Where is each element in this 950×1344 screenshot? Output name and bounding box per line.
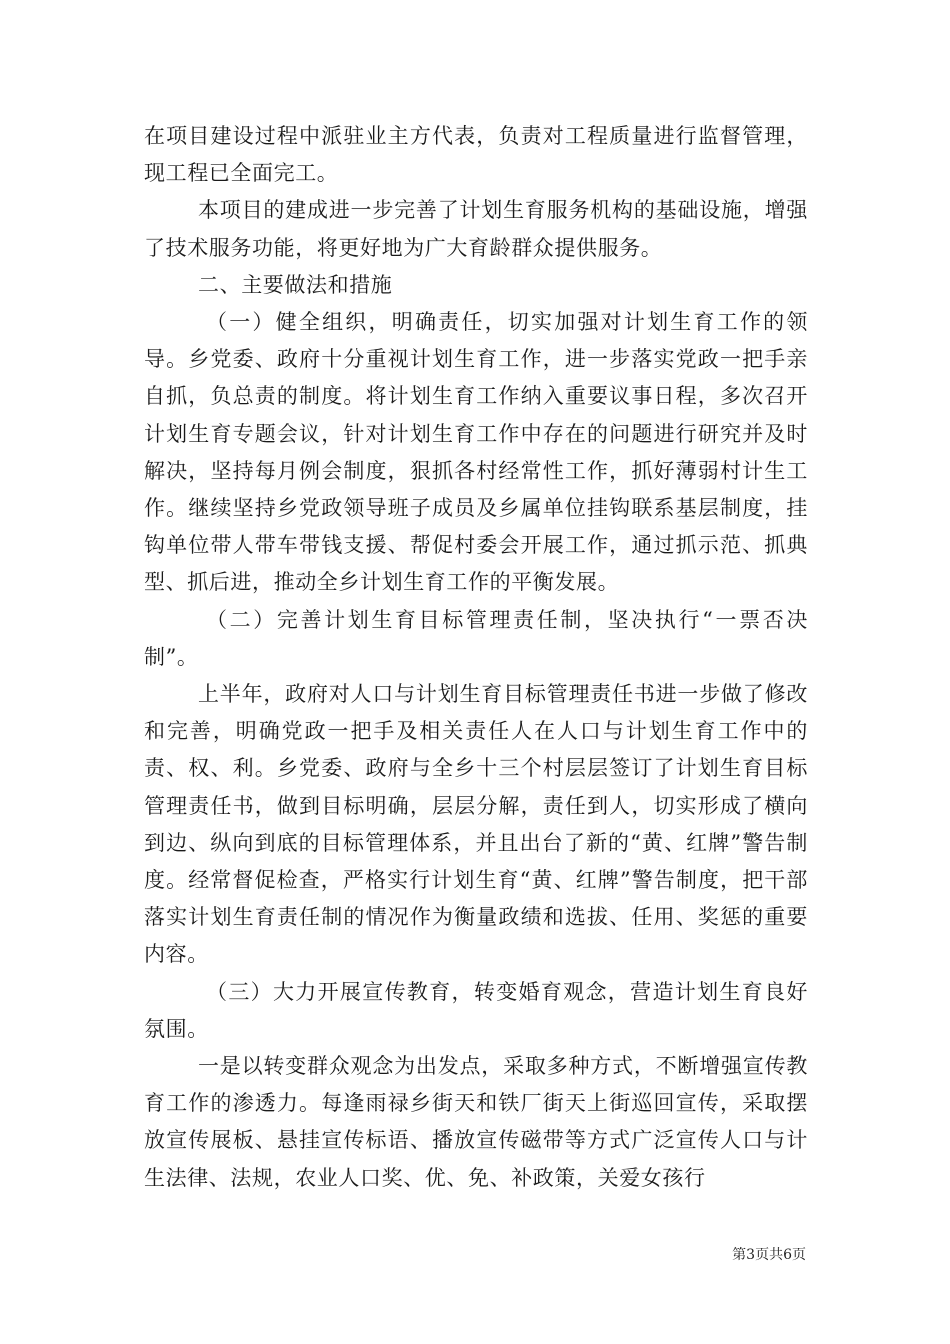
paragraph-7: 一是以转变群众观念为出发点，采取多种方式，不断增强宣传教育工作的渗透力。每逢雨禄乡街天和铁厂街天上街巡回宣传，采取摆放宣传展板、悬挂宣传标语、播放宣传磁带等方式广泛宣传人口与计生法律、法规，农业人口奖、优、免、补政策，关爱女孩行 (144, 1054, 808, 1190)
paragraph-2: 本项目的建成进一步完善了计划生育服务机构的基础设施，增强了技术服务功能，将更好地为广大育龄群众提供服务。 (144, 198, 808, 260)
paragraph-5: 上半年，政府对人口与计划生育目标管理责任书进一步做了修改和完善，明确党政一把手及相关责任人在人口与计划生育工作中的责、权、利。乡党委、政府与全乡十三个村层层签订了计划生育目标管理责任书，做到目标明确，层层分解，责任到人，切实形成了横向到边、纵向到底的目标管理体系，并且出台了新的“黄、红牌”警告制度。经常督促检查，严格实行计划生育“黄、红牌”警告制度，把干部落实计划生育责任制的情况作为衡量政绩和选拔、任用、奖惩的重要内容。 (144, 682, 808, 967)
paragraph-6: （三）大力开展宣传教育，转变婚育观念，营造计划生育良好氛围。 (144, 979, 808, 1041)
document-body (144, 118, 808, 1197)
paragraph-3: （一）健全组织，明确责任，切实加强对计划生育工作的领导。乡党委、政府十分重视计划生育工作，进一步落实党政一把手亲自抓，负总责的制度。将计划生育工作纳入重要议事日程，多次召开计划生育专题会议，针对计划生育工作中存在的问题进行研究并及时解决，坚持每月例会制度，狠抓各村经常性工作，抓好薄弱村计生工作。继续坚持乡党政领导班子成员及乡属单位挂钩联系基层制度，挂钩单位带人带车带钱支援、帮促村委会开展工作，通过抓示范、抓典型、抓后进，推动全乡计划生育工作的平衡发展。 (144, 310, 808, 595)
page-number-footer: 第3页共6页 (732, 1247, 806, 1263)
paragraph-4: （二）完善计划生育目标管理责任制，坚决执行“一票否决制”。 (144, 607, 808, 669)
section-heading-2: 二、主要做法和措施 (198, 272, 393, 297)
paragraph-1: 在项目建设过程中派驻业主方代表，负责对工程质量进行监督管理，现工程已全面完工。 (144, 124, 808, 186)
